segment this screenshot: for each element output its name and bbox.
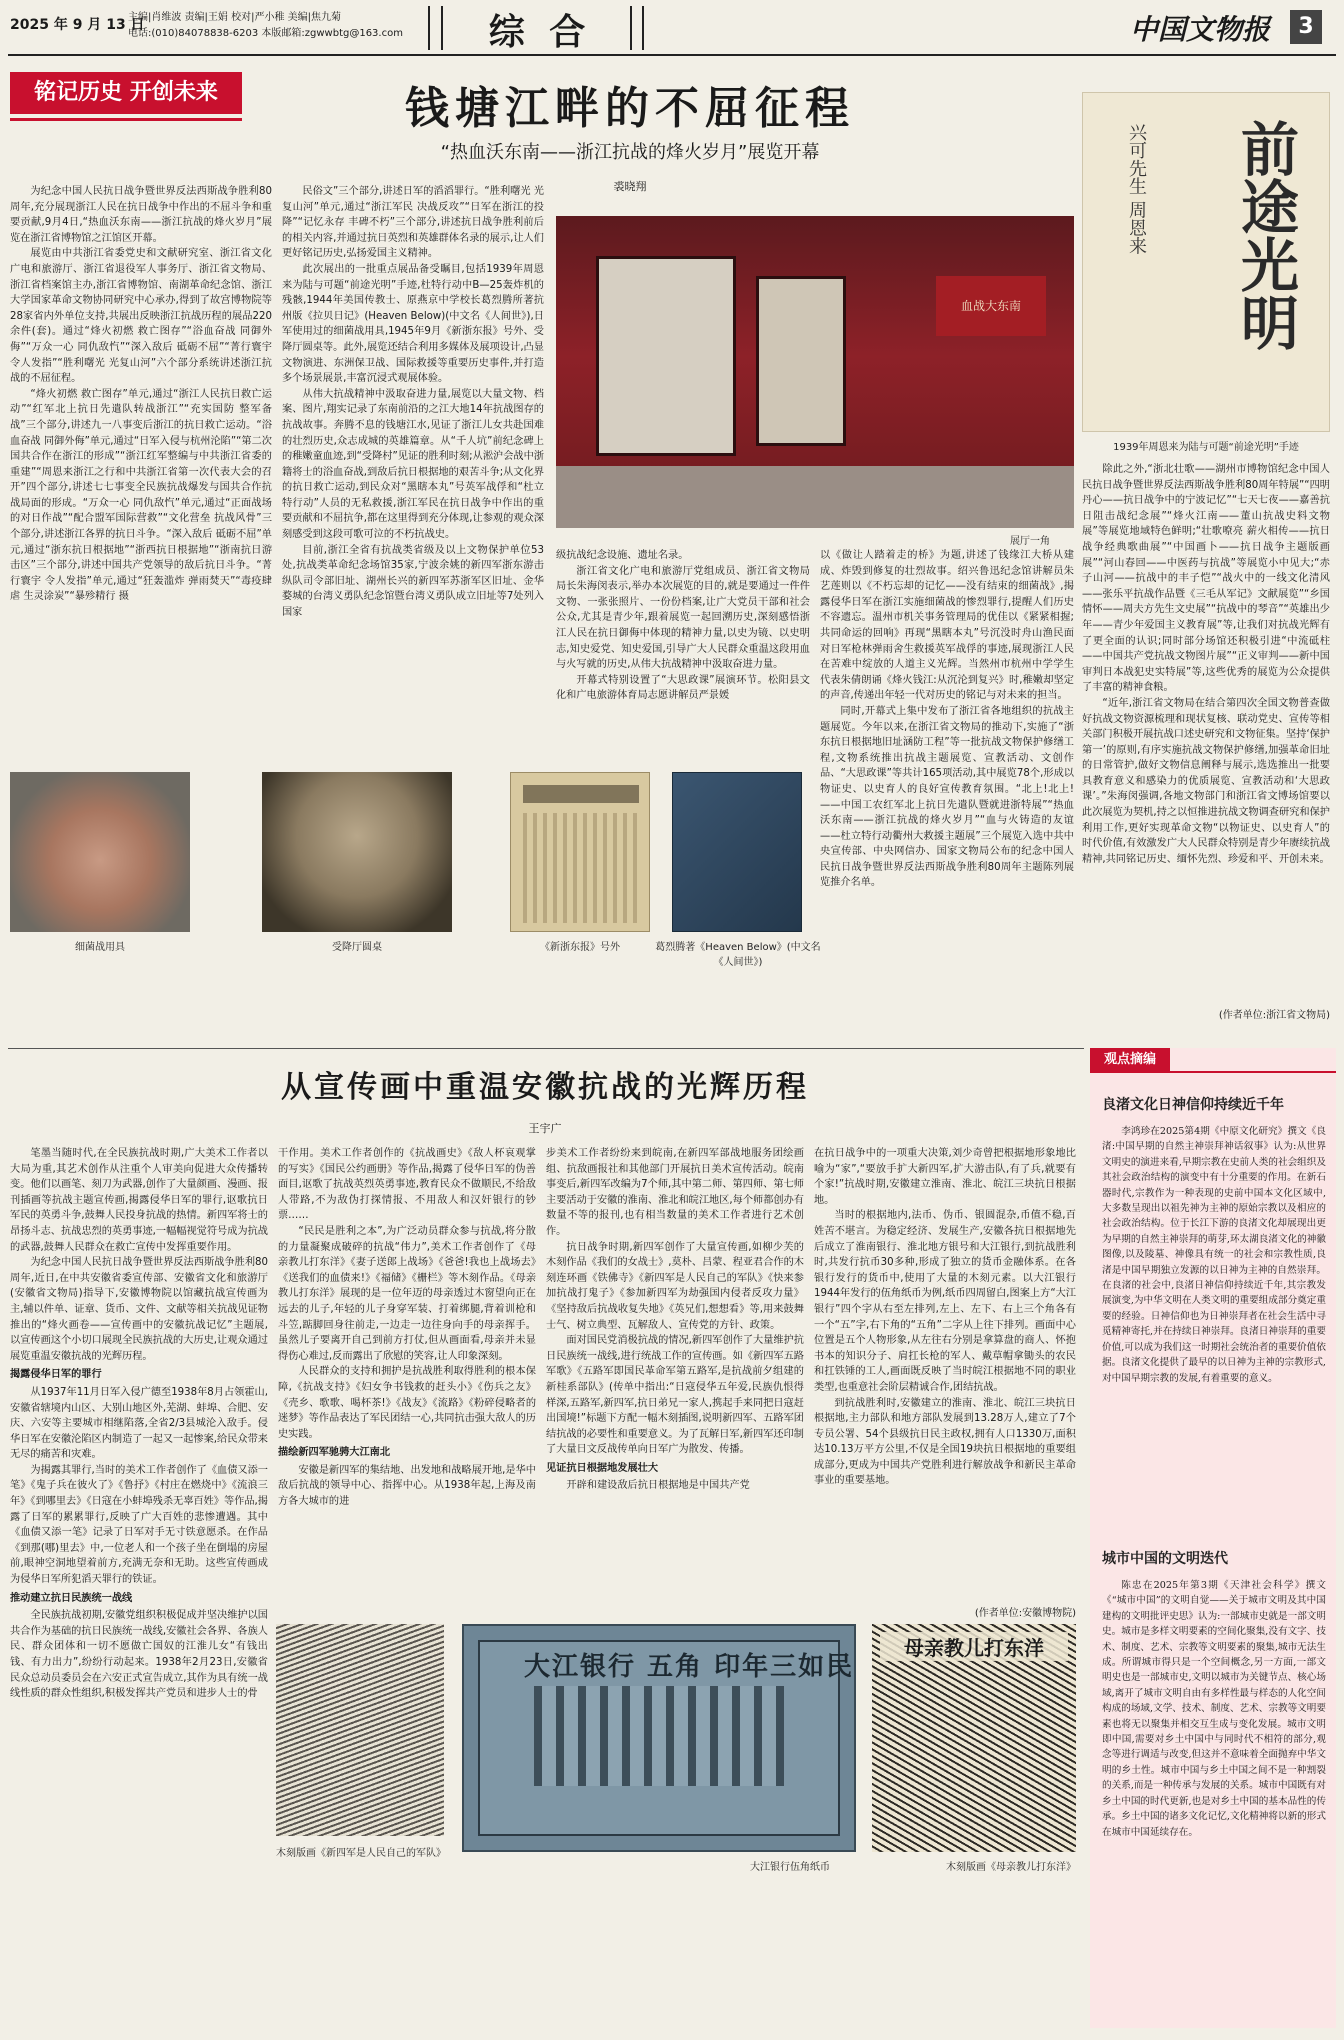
article-title: 钱塘江畔的不屈征程 bbox=[405, 83, 855, 134]
a2-col3 bbox=[546, 1146, 804, 1616]
a1-p: “近年,浙江省文物局在结合第四次全国文物普查做好抗战文物资源梳理和现状复核、联动党史、宣传等相关部门积极开展抗战口述史研究和文物征集。坚持‘保护第一’的原则,有序实施抗战文物保护修缮,加强革命旧址的日常管护,做好文物信息阐释与展示,选选推出一批要具教育意义和感染力的优质展览、宣教活动和‘大思政课’。”朱海闵强调,各地文物部门和浙江省文博场馆要以此次展览为契机,持之以恒推进抗战文物调查研究和保护利用工作,更好实现革命文物“以物证史、以史育人”的时代价值,有效激发广大人民群众特别是青少年赓续抗战精神,共同铭记历史、缅怀先烈、珍爱和平、开创未来。 bbox=[1082, 697, 1330, 865]
a2-col4 bbox=[814, 1146, 1076, 1602]
a1-col3 bbox=[556, 548, 810, 758]
article-subtitle: “热血沃东南——浙江抗战的烽火岁月”展览开幕 bbox=[440, 142, 820, 163]
a2-p: 为纪念中国人民抗日战争暨世界反法西斯战争胜利80周年,近日,在中共安徽省委宣传部、安徽省文化和旅游厅(安徽省文物局)指导下,安徽博物院以馆藏抗战宣传画为主,辅以件单、证章、货币、文件、文献等相关抗战见证物推出的“烽火画卷——宣传画中的安徽抗战记忆”主题展,以宣传画这个小切口展现全民族抗战的大历史,让观众通过展览重温安徽抗战的光辉历程。 bbox=[10, 1257, 268, 1362]
a2-p: 当时的根据地内,法币、伪币、银圆混杂,币值不稳,百姓苦不堪言。为稳定经济、发展生产,安徽各抗日根据地先后成立了淮南银行、淮北地方银号和大江银行,到抗战胜利时,共发行抗币30多种,形成了独立的货币金融体系。在各银行发行的货币中,使用了大量的木刻元素。以大江银行1944年发行的伍角纸币为例,纸币四周留白,图案上方“大江银行”四个字从右至左排列,左上、左下、右上三个角各有一个“五”字,右下角的“五角”二字从上往下排列。画面中心位置是五个人物形象,从左往右分别是拿算盘的商人、怀抱书本的知识分子、肩扛长枪的军人、戴草帽拿锄头的农民和扛铁锤的工人,画面既反映了当时皖江根据地不同的职业类型,也重意社会阶层精诚合作,团结抗战。 bbox=[814, 1210, 1076, 1393]
a2-subheading: 见证抗日根据地发展壮大 bbox=[546, 1462, 659, 1474]
calligraphy-signature: 兴可先生 周恩来 bbox=[1126, 123, 1147, 255]
a2-subheading: 推动建立抗日民族统一战线 bbox=[10, 1592, 133, 1604]
image-caption-banknote: 大江银行伍角纸币 bbox=[750, 1862, 830, 1873]
book-photo bbox=[672, 772, 802, 932]
sidebar-p: 李鸿珍在2025第4期《中原文化研究》撰文《良渚:中国早期的自然主神崇拜神话叙事》认为:从世界文明史的演进来看,早期宗教在史前人类的社会组织及其社会政治结构的演变中有十分重要的作用。在新石器时代,宗教作为一种表现的史前中国本文化区域中,大多数呈现出以祖先神为主神的原始宗教以及相应的社会政治结构。位于长江下游的良渚文化却展现出更为早期的自然主神崇拜的萌芽,环太湖良渚文化的神徽图像,以及陵墓、神像具有统一的社会和宗教性质,良渚是中国早期独立发源的以日神为主神的自然崇拜。在良渚的社会中,良渚日神信仰持续近千年,其宗教发展演变,为中华文明在人类文明的重要组成部分奠定重要的经验。日神信仰也为日神崇拜者在社会生活中寻觅精神寄托,并在持续日神崇拜。良渚日神崇拜的重要价值,可以成为我们这一时期社会统治者的重要价值依据。良渚文化提供了最早的以日神为主神的宗教形式,对中国早期宗教的发展,有着重要的意义。 bbox=[1102, 1126, 1326, 1384]
calligraphy-image bbox=[1082, 92, 1330, 432]
a2-p: 在抗日战争中的一项重大决策,刘少奇曾把根据地形象地比喻为“家”,“要放手扩大新四军,扩大游击队,有了兵,就要有个家!”抗战时期,安徽建立淮南、淮北、皖江三块抗日根据地。 bbox=[814, 1148, 1076, 1206]
woodcut-mother-image bbox=[872, 1624, 1076, 1852]
sidebar-p: 陈忠在2025年第3期《天津社会科学》撰文《“城市中国”的文明自觉——关于城市文明及其中国建构的文明批评史思》认为:一部城市史就是一部文明史。城市是多样文明要素的空间化聚集,没有文字、技术、制度、艺术、宗教等文明要素的聚集,城市无法生成。所谓城市得只是一个空间概念,另一方面,一部文明史也是一部城市史,文明以城市为关键节点、核心场域,离开了城市文明自由有多样性最与样态的人化空间构成的场域,文学、技术、制度、艺术、宗教等文明要素也将无以聚集并相交互生成与变化发展。城市文明即中国,需要对乡土中国中与同时代不相符的部分,观念等进行调适与改变,但这并不意味着全面抛弃中华文明的乡土性。城市中国与乡土中国之间不是一种割裂的关系,而是一种传承与发展的关系。城市中国既有对乡土中国的时代更新,也是对乡土中国的基本品性的传承。乡土中国的诸多文化记忆,文化精神将以新的形式在城市中国延续存在。 bbox=[1102, 1580, 1326, 1838]
a1-p: 浙江省文化广电和旅游厅党组成员、浙江省文物局局长朱海闵表示,举办本次展览的目的,就是要通过一件件文物、一张张照片、一份份档案,让广大党员干部和社会公众,尤其是青少年,跟着展览一起回溯历史,深刻感悟浙江人民在抗日御侮中体现的精神力量,以史为镜、以史明志,知史爱党、知史爱国,引导广大人民群众重温这段用血与火写就的历史,从伟大抗战精神中汲取奋进力量。 bbox=[556, 565, 810, 671]
a1-p: 以《做让人踏着走的桥》为题,讲述了钱缘江大桥从建成、炸毁到修复的壮烈故事。绍兴鲁迅纪念馆讲解员朱艺莲则以《不朽忘却的记忆——没有结束的细菌战》,揭露侵华日军在浙江实施细菌战的惨烈罪行,提醒人们历史不容遗忘。温州市机关事务管理局的优佳以《紧紧相握;共同命运的回响》再现“黑瞎本丸”号沉没时舟山渔民面对日军枪林弹雨舍生救援英军战俘的事迹,展现浙江人民在苦难中绽放的人道主义光辉。当然州市杭州中学学生代表朱倩朗诵《烽火钱江:从沉沦到复兴》时,稚嫩却坚定的声音,传递出年轻一代对历史的铭记与对未来的担当。 bbox=[820, 550, 1074, 702]
a2-signoff: (作者单位:安徽博物院) bbox=[974, 1608, 1076, 1619]
sidebar-text-1 bbox=[1102, 1124, 1326, 1524]
column-tag: 铭记历史 开创未来 bbox=[10, 72, 242, 114]
editor-names: 主编|肖维波 责编|王娟 校对|严小稚 美编|焦九菊 bbox=[128, 12, 342, 23]
a2-p: 步美术工作者纷纷来到皖南,在新四军部战地服务团绘画组、抗敌画报社和其他部门开展抗日美术宣传活动。皖南事变后,新四军改编为7个师,其中第二师、第四师、第七师主要活动于安徽的淮南、淮北和皖江地区,每个师都创办有数量不等的报刊,也有相当数量的美术工作者进行艺术创作。 bbox=[546, 1148, 804, 1237]
a2-p: 面对国民党消极抗战的情况,新四军创作了大量维护抗日民族统一战线,进行统战工作的宣传画。如《新四军五路军歌》《五路军即国民革命军第五路军,是抗战前夕组建的新桂系部队》(传单中指出:“日寇侵华五年爱,民族仇恨得样深,五路军,新四军,抗日弟兄一家人,携起手来同把日寇赶出国境!”标题下方配一幅木刻插图,说明新四军、五路军团结抗战的必要性和重要意义。为了瓦解日军,新四军还印制了大量日文反战传单向日军广为散发、传播。 bbox=[546, 1335, 804, 1456]
image-caption-woodcut-1: 木刻版画《新四军是人民自己的军队》 bbox=[276, 1848, 446, 1859]
a2-p: 开辟和建设敌后抗日根据地是中国共产党 bbox=[566, 1480, 750, 1492]
editor-info bbox=[128, 10, 418, 42]
sidebar-heading-2: 城市中国的文明迭代 bbox=[1102, 1551, 1228, 1567]
a1-p: 从伟大抗战精神中汲取奋进力量,展览以大量文物、档案、图片,翔实记录了东南前沿的之江大地14年抗战图存的抗战故事。奔腾不息的钱塘江水,见证了浙江儿女共赴国难的壮烈历史,众志成城的英雄篇章。从“千人坑”前纪念碑上的稚嫩童血迹,到“受降村”见证的胜利时刻;从淞沪会战中浙籍将士的浴血奋战,到敌后抗日根据地的艰苦斗争;从文化界的抗日救亡运动,到民众对“黑瞎本丸”号英军战俘和“杜立特行动”人员的无私救援,浙江军民在抗日战争中作出的重要贡献和不屈抗争,都在这里得到充分体现,让参观的观众深刻感受到这段可歌可泣的不朽抗战史。 bbox=[282, 388, 544, 541]
sidebar bbox=[1090, 1048, 1336, 2028]
a2-p: 为揭露其罪行,当时的美术工作者创作了《血债又添一笔》《鬼子兵在彼火了》《鲁抒》《村庄在燃烧中》《流浪三年》《到哪里去》《日寇在小蚌埠残杀无辜百姓》等作品,揭露了日军的累累罪行,反映了广大百姓的悲惨遭遇。其中《血债又添一笔》记录了日军对手无寸铁意愿杀。在作品《到那(哪)里去》中,一位老人和一个孩子坐在倒塌的房屋前,眼神空洞地望着前方,充满无奈和无助。这些宣传画成为侵华日军所犯滔天罪行的铁证。 bbox=[10, 1464, 268, 1586]
a1-col4 bbox=[820, 548, 1074, 1026]
photo-caption-2: 受降厅圆桌 bbox=[332, 942, 382, 953]
a2-p: 笔墨当随时代,在全民族抗战时期,广大美术工作者以大局为重,其艺术创作从注重个人审美向促进大众传播转变。他们以画笔、刻刀为武器,创作了大量颜画、漫画、报刊插画等抗战主题宣传画,揭露侵华日军的罪行,讴歌抗日军民的英勇斗争,鼓舞人民投身抗战的热情。新四军将士的昂扬斗志、抗战忠烈的英勇事迹,一幅幅视觉符号成为抗战的武器,鼓舞人民群众在救亡宣传中发挥重要作用。 bbox=[10, 1148, 268, 1253]
sidebar-tag: 观点摘编 bbox=[1090, 1048, 1170, 1072]
a1-p: 为纪念中国人民抗日战争暨世界反法西斯战争胜利80周年,充分展现浙江人民在抗日战争中作出的不屈斗争和重要贡献,9月4日,“热血沃东南——浙江抗战的烽火岁月”展览在浙江省博物馆之江馆区开幕。 bbox=[10, 186, 272, 244]
a2-subheading: 揭露侵华日军的罪行 bbox=[10, 1369, 102, 1381]
masthead-logo: 中国文物报 bbox=[1130, 13, 1271, 46]
issue-date: 2025 年 9 月 13 日 bbox=[10, 17, 145, 33]
a1-signoff: (作者单位:浙江省文物局) bbox=[1218, 1010, 1330, 1021]
a1-p: 同时,开幕式上集中发布了浙江省各地组织的抗战主题展览。今年以来,在浙江省文物局的推动下,实施了“浙东抗日根据地旧址涵防工程”等一批抗战文物保护修缮工程,文物系统推出抗战主题展览、宣教活动、文创作品、“大思政课”等共计165项活动,其中展览78个,形成以物证史、以史育人的良好宣传教育氛围。“北上!北上!——中国工农红军北上抗日先遣队暨就进浙特展”“热血沃东南——浙江抗战的烽火岁月”“血与火铸造的友谊——杜立特行动衢州大救援主题展”三个展览入选中共中央宣传部、中央网信办、国家文物局公布的纪念中国人民抗日战争暨世界反法西斯战争胜利80周年主题陈列展览推介名单。 bbox=[820, 705, 1074, 889]
woodcut-poster-text: 母亲教儿打东洋 bbox=[880, 1632, 1068, 1661]
a2-col1 bbox=[10, 1146, 268, 1712]
exhibition-hall-photo bbox=[556, 216, 1074, 528]
calligraphy-text: 前途光明 bbox=[1231, 119, 1299, 351]
banknote-text: 大江银行 五角 印年三如民 bbox=[524, 1652, 855, 1682]
a2-subheading: 描绘新四军驰骋大江南北 bbox=[278, 1447, 391, 1459]
woodcut-army-image bbox=[276, 1624, 444, 1836]
sidebar-heading-1: 良渚文化日神信仰持续近千年 bbox=[1102, 1097, 1284, 1113]
a1-p: 级抗战纪念设施、遗址名录。 bbox=[556, 550, 689, 561]
a1-p: 开幕式特别设置了“大思政课”展演环节。松阳县文化和广电旅游体育局志愿讲解员严景媛 bbox=[556, 674, 810, 702]
a1-p: 除此之外,“浙北壮歌——湖州市博物馆纪念中国人民抗日战争暨世界反法西斯战争胜利80周年特展”“四明丹心——抗日战争中的宁波记忆”“七天七夜——嘉善抗日阻击战纪念展”“烽火江南——董山抗战史料文物展”等展览地域特色鲜明;“壮歌嘹亮 薪火相传——抗日战争经典歌曲展”“中国画卜——抗日战争主题版画展”“河山春回——中医药与抗战”等展览小中见大;“赤子山河——抗战中的丰子恺”“战火中的一线文化清风——张乐平抗战作品暨《三毛从军记》文献展览”“乡国情怀——周夫方先生文史展”“抗战中的琴音”“英雄出少年——青少年爱国主义教育展”等,让我们对抗战光辉有了更全面的认识;同时部分场馆还积极引进“中流砥柱——中国共产党抗战文物图片展”“正义审判——新中国审判日本战犯史实特展”等,这些优秀的展览为公众提供了丰富的精神食粮。 bbox=[1082, 464, 1330, 694]
a2-p: 全民族抗战初期,安徽党组织积极促成并坚决维护以国共合作为基础的抗日民族统一战线,安徽社会各界、各族人民、群众团体和一切不愿做亡国奴的江淮儿女“有钱出钱、有力出力”,纷纷行动起来。1938年2月23日,安徽省民众总动员委员会在六安正式宣告成立,其作为具有统一战线性质的群众性组织,积极发挥共产党员和进步人士的骨 bbox=[10, 1610, 268, 1700]
hall-caption: 展厅一角 bbox=[1010, 536, 1050, 547]
article2-title: 从宣传画中重温安徽抗战的光辉历程 bbox=[281, 1070, 809, 1105]
a2-p: 人民群众的支持和拥护是抗战胜利取得胜利的根本保障,《抗战支持》《妇女争书钱救的赶头小》《伤兵之友》《壳乡、歌歌、喝杯茶!》《战友》《流路》《粉碎侵略者的迷梦》等作品表达了军民团结一心,共同抗击强大敌人的历史实践。 bbox=[278, 1366, 536, 1440]
sidebar-text-2 bbox=[1102, 1578, 1326, 2018]
a2-p: “民民是胜利之本”,为广泛动员群众参与抗战,将分散的力量凝聚成破碎的抗战“伟力”,美术工作者创作了《母亲教儿打东洋》《妻子送郎上战场》《爸爸!我也上战场去》《送我们的血债来!》《福储》《栅栏》等木刻作品。《母亲教儿打东洋》展现的是一位年迈的母亲透过木窗望向正在远去的儿子,年轻的儿子身穿军装、打着绑腿,背着训枪和斗笠,踮脚回身往前走,一边走一边往身向手的母亲挥手。虽然儿子要离开自己到前方打仗,但从画面看,母亲并未显得伤心难过,反而露出了欣慰的笑容,让人印象深刻。 bbox=[278, 1225, 536, 1362]
photo-caption-1: 细菌战用具 bbox=[75, 942, 125, 953]
hall-sign: 血战大东南 bbox=[936, 276, 1046, 336]
a1-col5 bbox=[1082, 462, 1330, 1002]
a1-p: 目前,浙江全省有抗战类省级及以上文物保护单位53处,抗战类革命纪念场馆35家,宁波余姚的新四军浙东游击纵队司令部旧址、湖州长兴的新四军苏浙军区旧址、金华婺城的台湾义勇队纪念馆暨台湾义勇队成立旧址等7处列入国家 bbox=[282, 544, 544, 619]
photo-caption-4: 葛烈腾著《Heaven Below》(中文名《人间世》) bbox=[655, 942, 821, 968]
photo-caption-3: 《新浙东报》号外 bbox=[540, 942, 620, 953]
a2-p: 到抗战胜利时,安徽建立的淮南、淮北、皖江三块抗日根据地,主力部队和地方部队发展到13.28万人,建立了7个专员公署、54个县级抗日民主政权,拥有人口1330万,面积达10.13万平方公里,不仅是全国19块抗日根据地的重要组成部分,更成为中国共产党胜利进行解放战争和新民主革命事业的重要基地。 bbox=[814, 1397, 1076, 1487]
a2-p: 从1937年11月日军入侵广德至1938年8月占领霍山,安徽省辖境内山区、大别山地区外,芜湖、蚌埠、合肥、安庆、六安等主要城市相继陷落,全省2/3县城沦入敌手。侵华日军在安徽沦陷区内制造了一起又一起惨案,给民众带来无尽的痛苦和灾难。 bbox=[10, 1386, 268, 1461]
a1-p: 展览由中共浙江省委党史和文献研究室、浙江省文化广电和旅游厅、浙江省退役军人事务厅、浙江省文物局、浙江省档案馆主办,浙江省博物馆、南湖革命纪念馆、浙江大学国家革命文物协同研究中心承办,得到了故宫博物院等28家省内外单位支持,共展出反映浙江抗战历程的展品220余件(套)。通过“烽火初燃 救亡图存”“浴血奋战 同御外侮”“万众一心 同仇敌忾”“深入敌后 砥砺不屈”“菁行寰宇 令人发指”“胜利曙光 光复山河”六个部分系统讲述浙江抗战的不屈征程。 bbox=[10, 248, 272, 385]
round-table-photo bbox=[262, 772, 452, 932]
a1-p: 民俗文”三个部分,讲述日军的滔滔罪行。“胜利曙光 光复山河”单元,通过“浙江军民 决战反攻”“日军在浙江的投降”“记忆永存 丰碑不朽”三个部分,讲述抗日战争胜利前后的相关内容,并通过抗日英烈和英雄群体名录的展示,让人们更好铭记历史,弘扬爱国主义精神。 bbox=[282, 186, 544, 260]
a1-p: 此次展出的一批重点展品备受瞩目,包括1939年周恩来为陆与可题“前途光明”手迹,杜特行动中B—25轰炸机的残骸,1944年美国传教士、原燕京中学校长葛烈腾所著抗州版《拉贝日记》(Heaven Below)(中文名《人间世》),日军使用过的细菌战用具,1945年9月《新浙东报》号外、受降厅圆桌等。此外,展览还结合利用多媒体及展项设计,凸显文物演进、东洲保卫战、国际救援等重要历史事件,并打造多个场景展景,丰富沉浸式观展体验。 bbox=[282, 263, 544, 385]
page-number: 3 bbox=[1290, 10, 1322, 44]
calligraphy-caption: 1939年周恩来为陆与可题“前途光明”手迹 bbox=[1113, 442, 1299, 453]
a2-col2 bbox=[278, 1146, 536, 1616]
banknote-image bbox=[462, 1624, 856, 1852]
a2-p: 干作用。美术工作者创作的《抗战画史》《敌人杯哀观掌的写实》《国民公约画册》等作品,揭露了侵华日军的伪善面目,讴歌了抗战英烈英勇事迹,教育民众不做顺民,不给敌人带路,不为敌伪打探情报、不用敌人和汉奸银行的钞票…… bbox=[278, 1148, 536, 1222]
a1-col2 bbox=[282, 184, 544, 758]
a1-p: “烽火初燃 救亡图存”单元,通过“浙江人民抗日救亡运动”“红军北上抗日先遣队转战浙江”“充实国防 整军备战”三个部分,讲述九一八事变后浙江的抗日救亡运动。“浴血奋战 同御外侮”单元,通过“日军入侵与杭州沦陷”“第二次国共合作在浙江的形成”“浙江红军整编与中共浙江省委的重建”“周恩来浙江之行和中共浙江省第一次代表大会的召开”四个部分,讲述七七事变全民族抗战爆发与国共合作抗战局面的形成。“万众一心 同仇敌忾”单元,通过“正面战场的对日作战”“配合盟军国际营救”“文化营垒 抗战风骨”三个部分,讲述浙江各界的抗日斗争。“深入敌后 砥砺不屈”单元,通过“浙东抗日根据地”“浙西抗日根据地”“浙南抗日游击区”三个部分,讲述中国共产党领导的敌后抗日斗争。“菁行寰宇 令人发指”单元,通过“狂轰滥炸 弹雨焚天”“毒疫肆虐 生灵涂炭”“暴殄精行 摄 bbox=[10, 388, 272, 603]
article2-author: 王宇广 bbox=[528, 1122, 562, 1135]
editor-contact: 电话:(010)84078838-6203 本版邮箱:zgwwbtg@163.com bbox=[128, 28, 403, 39]
article-author: 裘晓翔 bbox=[613, 180, 647, 193]
a2-p: 抗日战争时期,新四军创作了大量宣传画,如柳少芙的木刻作品《我们的女战士》,莫朴、吕蒙、程亚君合作的木刻连环画《铁佛寺》《新四军是人民自己的军队》《快来参加抗战打鬼子》《参加新四军为劫强国内侵者反攻力量》《坚持敌后抗战收复失地》《英兄们,想想看》等,用来鼓舞士气、树立典型、瓦解敌人、宣传党的方针、政策。 bbox=[546, 1241, 804, 1331]
image-caption-woodcut-2: 木刻版画《母亲教儿打东洋》 bbox=[946, 1862, 1076, 1873]
gas-mask-photo bbox=[10, 772, 190, 932]
a1-col1 bbox=[10, 184, 272, 758]
section-name: 综 合 bbox=[488, 11, 592, 53]
newspaper-photo bbox=[510, 772, 650, 932]
a2-p: 安徽是新四军的集结地、出发地和战略展开地,是华中敌后抗战的领导中心、指挥中心。从1938年起,上海及南方各大城市的进 bbox=[278, 1464, 536, 1508]
